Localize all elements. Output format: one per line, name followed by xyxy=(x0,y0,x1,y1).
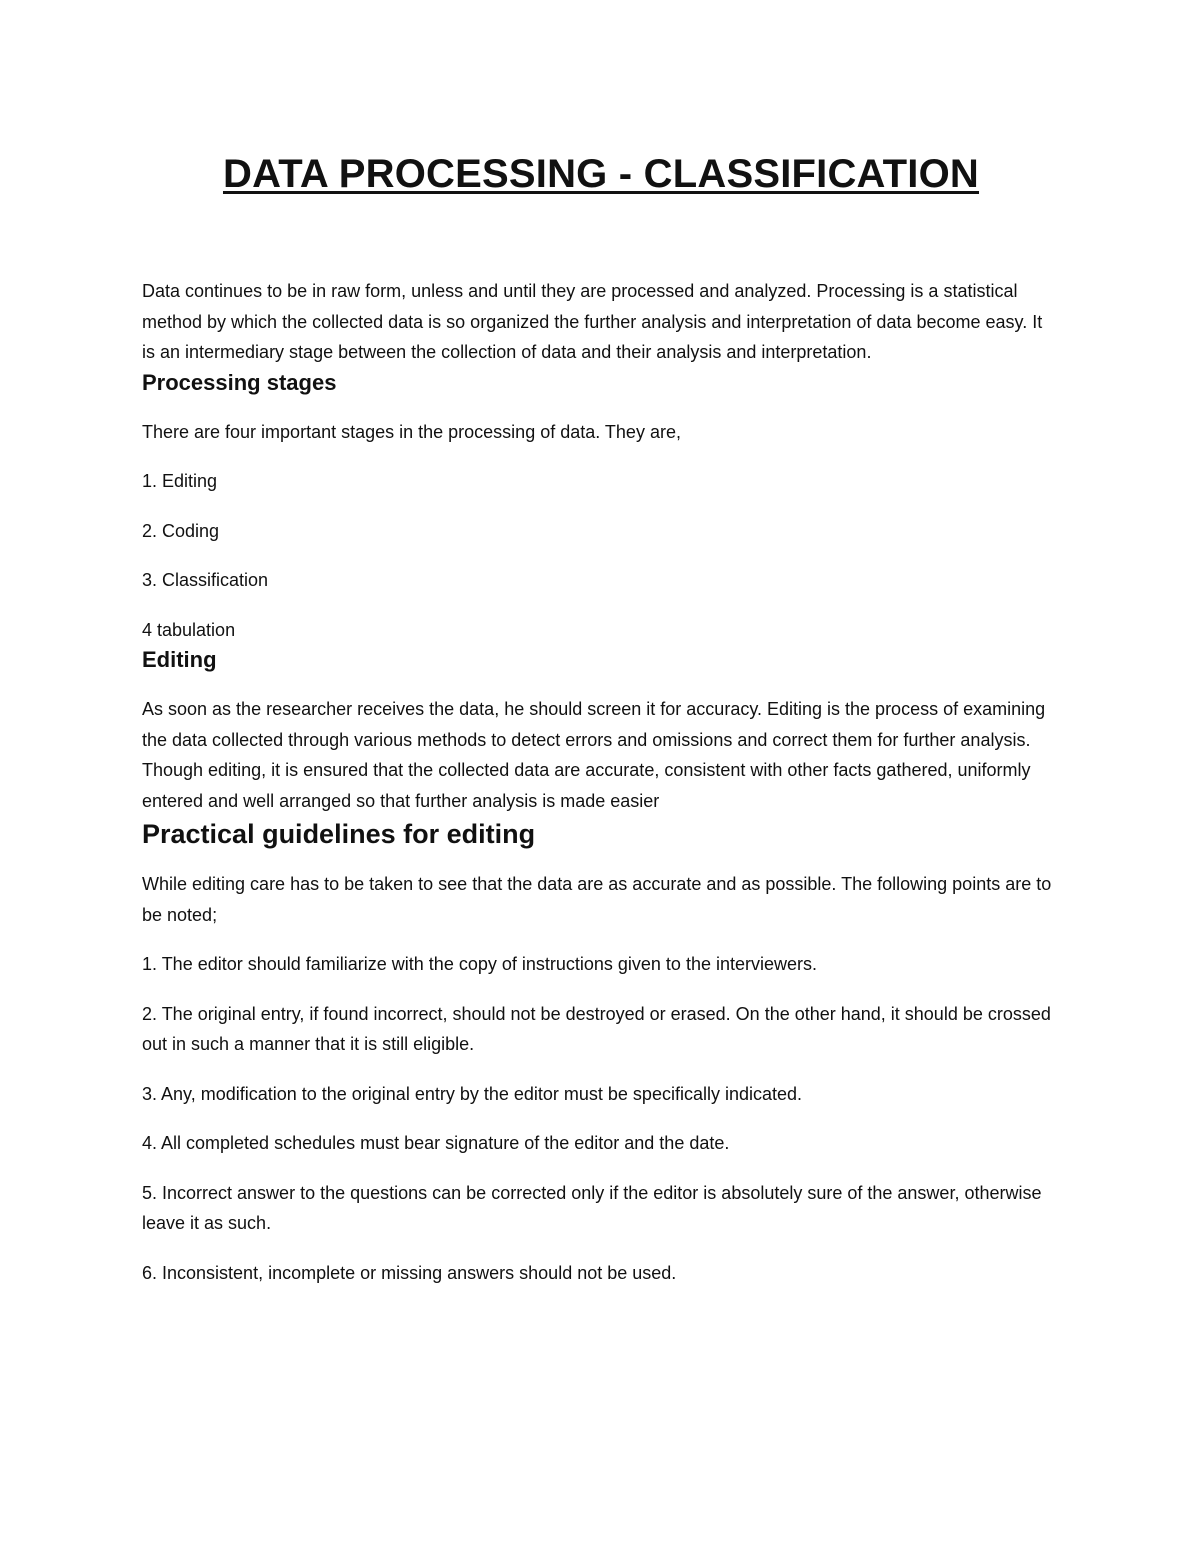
guideline-item: 3. Any, modification to the original entry by the editor must be specifically indicated. xyxy=(142,1083,803,1104)
page-title: DATA PROCESSING - CLASSIFICATION xyxy=(222,152,980,196)
guideline-item: 5. Incorrect answer to the questions can be corrected only if the editor is absolutely sure of the answer, otherwise leave it as such. xyxy=(142,1182,1042,1233)
guideline-item: 2. The original entry, if found incorrect, should not be destroyed or erased. On the other hand, it should be crossed out in such a manner that it is still eligible. xyxy=(142,1003,1051,1054)
document-body xyxy=(142,148,1060,1288)
editing-paragraph: As soon as the researcher receives the data, he should screen it for accuracy. Editing is the process of examining the data collected through various methods to detect errors and omissions and correct them for further analysis. Though editing, it is ensured that the collected data are accurate, consistent with other facts gathered, uniformly entered and well arranged so that further analysis is made easier xyxy=(142,699,1046,811)
stage-item-editing: 1. Editing xyxy=(142,471,218,491)
intro-paragraph: Data continues to be in raw form, unless and until they are processed and analyzed. Processing is a statistical method by which the collected data is so organized the further analysis and interpretation of data become easy. It is an intermediary stage between the collection of data and their analysis and interpretation. xyxy=(142,281,1043,362)
guidelines-heading: Practical guidelines for editing xyxy=(142,819,536,849)
stage-item-classification: 3. Classification xyxy=(142,570,269,590)
stage-item-coding: 2. Coding xyxy=(142,520,220,541)
guidelines-lead: While editing care has to be taken to see that the data are as accurate and as possible. The following points are to be noted; xyxy=(142,874,1052,925)
guideline-item: 1. The editor should familiarize with the copy of instructions given to the interviewers. xyxy=(142,954,817,974)
processing-stages-lead: There are four important stages in the processing of data. They are, xyxy=(142,421,681,442)
processing-stages-heading: Processing stages xyxy=(142,369,337,395)
guideline-item: 6. Inconsistent, incomplete or missing answers should not be used. xyxy=(142,1262,677,1283)
stage-item-tabulation: 4 tabulation xyxy=(142,619,236,640)
guideline-item: 4. All completed schedules must bear signature of the editor and the date. xyxy=(142,1133,730,1153)
editing-heading: Editing xyxy=(142,647,217,672)
